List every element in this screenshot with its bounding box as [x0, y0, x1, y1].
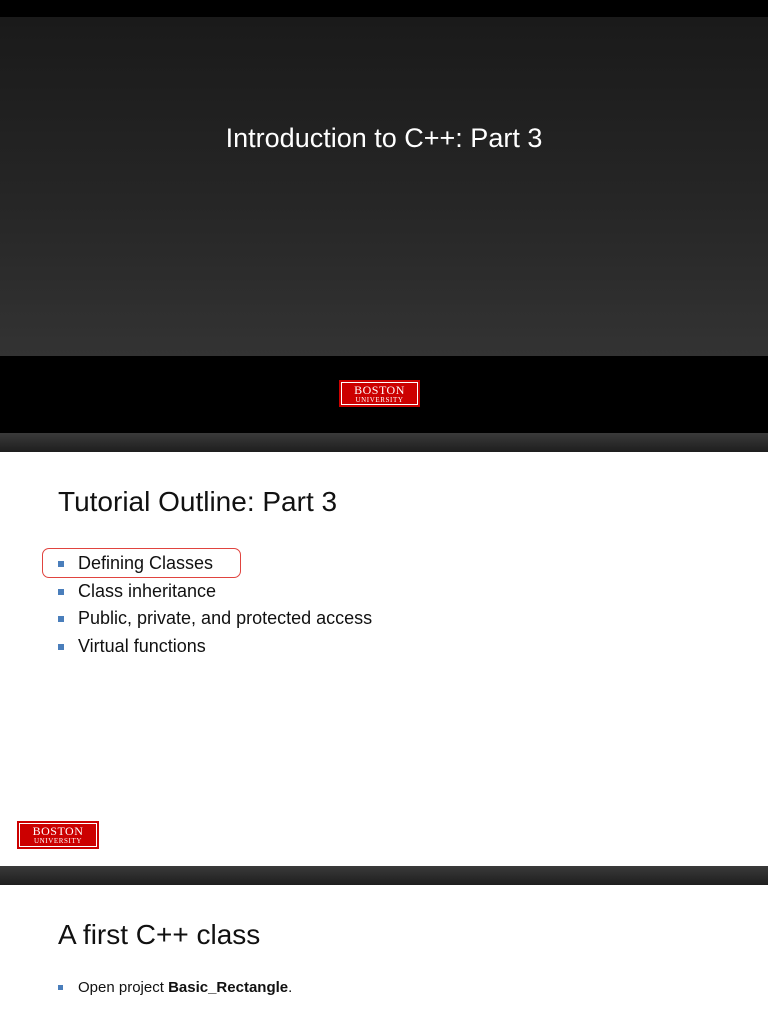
project-name: Basic_Rectangle — [168, 979, 289, 996]
square-bullet-icon — [58, 561, 64, 567]
class-slide-heading: A first C++ class — [58, 919, 261, 950]
square-bullet-icon — [58, 985, 63, 990]
square-bullet-icon — [58, 616, 64, 622]
boston-university-logo — [17, 821, 99, 849]
outline-slide — [0, 452, 768, 866]
title-slide — [0, 0, 768, 433]
class-slide — [0, 885, 768, 1024]
logo-line-boston: BOSTON — [32, 824, 84, 838]
boston-university-logo — [339, 380, 420, 407]
logo-line-boston: BOSTON — [354, 382, 405, 397]
title-slide-panel — [0, 17, 768, 356]
bullet-text: Public, private, and protected access — [78, 608, 373, 628]
logo-line-university: UNIVERSITY — [34, 837, 82, 845]
outline-slide-heading: Tutorial Outline: Part 3 — [58, 486, 338, 517]
slide-separator — [0, 433, 768, 452]
bullet-text-prefix: Open project — [78, 979, 169, 996]
bullet-text-suffix: . — [288, 979, 293, 996]
bullet-text: Virtual functions — [78, 635, 206, 656]
bullet-text: Class inheritance — [78, 580, 217, 601]
bullet-text: Defining Classes — [78, 553, 214, 573]
logo-line-university: UNIVERSITY — [355, 395, 404, 404]
square-bullet-icon — [58, 589, 64, 595]
slide-separator — [0, 866, 768, 885]
title-slide-title: Introduction to C++: Part 3 — [225, 123, 543, 153]
square-bullet-icon — [58, 644, 64, 650]
